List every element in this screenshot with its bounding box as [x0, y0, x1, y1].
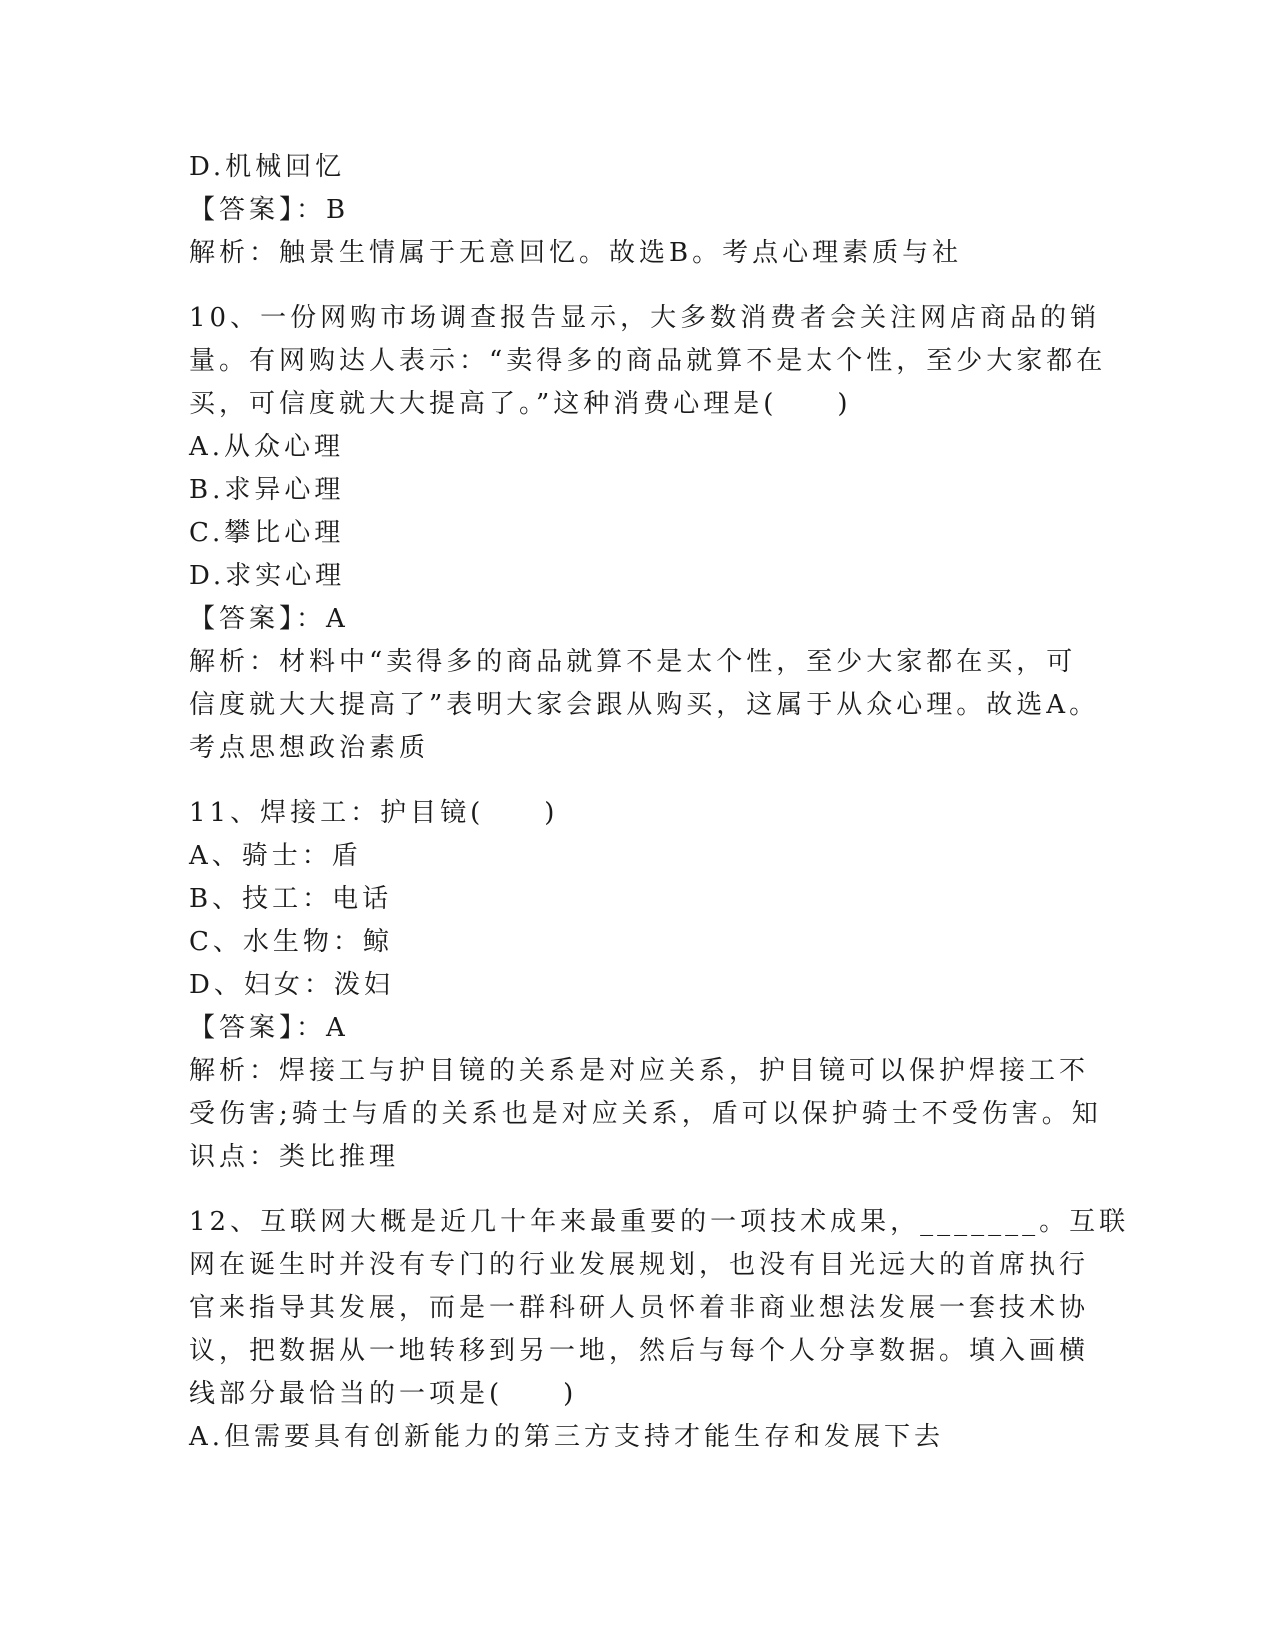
explanation-line: 识点：类比推理	[189, 1142, 400, 1172]
option-c: C.攀比心理	[189, 518, 345, 548]
question-stem-line: 议，把数据从一地转移到另一地，然后与每个人分享数据。填入画横	[189, 1336, 1090, 1366]
explanation-line: 考点思想政治素质	[189, 733, 430, 763]
answer-line: 【答案】：B	[189, 195, 350, 225]
question-spacer	[189, 770, 1089, 792]
option-d: D、妇女：泼妇	[189, 970, 394, 1000]
explanation-line: 解析：触景生情属于无意回忆。故选B。考点心理素质与社	[189, 238, 963, 268]
question-9-tail	[189, 146, 1089, 275]
option-d: D.机械回忆	[189, 152, 346, 182]
explanation-line: 解析：材料中“卖得多的商品就算不是太个性，至少大家都在买，可	[189, 647, 1077, 677]
question-spacer	[189, 275, 1089, 297]
answer-line: 【答案】：A	[189, 604, 349, 634]
question-stem-line: 线部分最恰当的一项是( )	[189, 1379, 578, 1409]
question-stem-line: 网在诞生时并没有专门的行业发展规划，也没有目光远大的首席执行	[189, 1250, 1090, 1280]
question-stem-line: 12、互联网大概是近几十年来最重要的一项技术成果，_______。互联	[189, 1207, 1130, 1237]
question-stem-line: 量。有网购达人表示：“卖得多的商品就算不是太个性，至少大家都在	[189, 346, 1107, 376]
explanation-line: 信度就大大提高了”表明大家会跟从购买，这属于从众心理。故选A。	[189, 690, 1100, 720]
explanation-line: 受伤害;骑士与盾的关系也是对应关系，盾可以保护骑士不受伤害。知	[189, 1099, 1102, 1129]
option-c: C、水生物：鲸	[189, 927, 393, 957]
explanation-line: 解析：焊接工与护目镜的关系是对应关系，护目镜可以保护焊接工不	[189, 1056, 1090, 1086]
question-12	[189, 1201, 1130, 1459]
question-11	[189, 792, 1102, 1179]
question-10	[189, 297, 1107, 770]
question-stem-line: 11、焊接工：护目镜( )	[189, 798, 559, 828]
option-d: D.求实心理	[189, 561, 346, 591]
option-a: A.从众心理	[189, 432, 345, 462]
option-a: A.但需要具有创新能力的第三方支持才能生存和发展下去	[189, 1422, 945, 1452]
question-stem-line: 买，可信度就大大提高了。”这种消费心理是( )	[189, 389, 852, 419]
option-b: B、技工：电话	[189, 884, 393, 914]
question-stem-line: 官来指导其发展，而是一群科研人员怀着非商业想法发展一套技术协	[189, 1293, 1090, 1323]
option-a: A、骑士：盾	[189, 841, 362, 871]
question-spacer	[189, 1179, 1089, 1201]
answer-line: 【答案】：A	[189, 1013, 349, 1043]
page-content	[189, 146, 1130, 1459]
option-b: B.求异心理	[189, 475, 345, 505]
question-stem-line: 10、一份网购市场调查报告显示，大多数消费者会关注网店商品的销	[189, 303, 1101, 333]
